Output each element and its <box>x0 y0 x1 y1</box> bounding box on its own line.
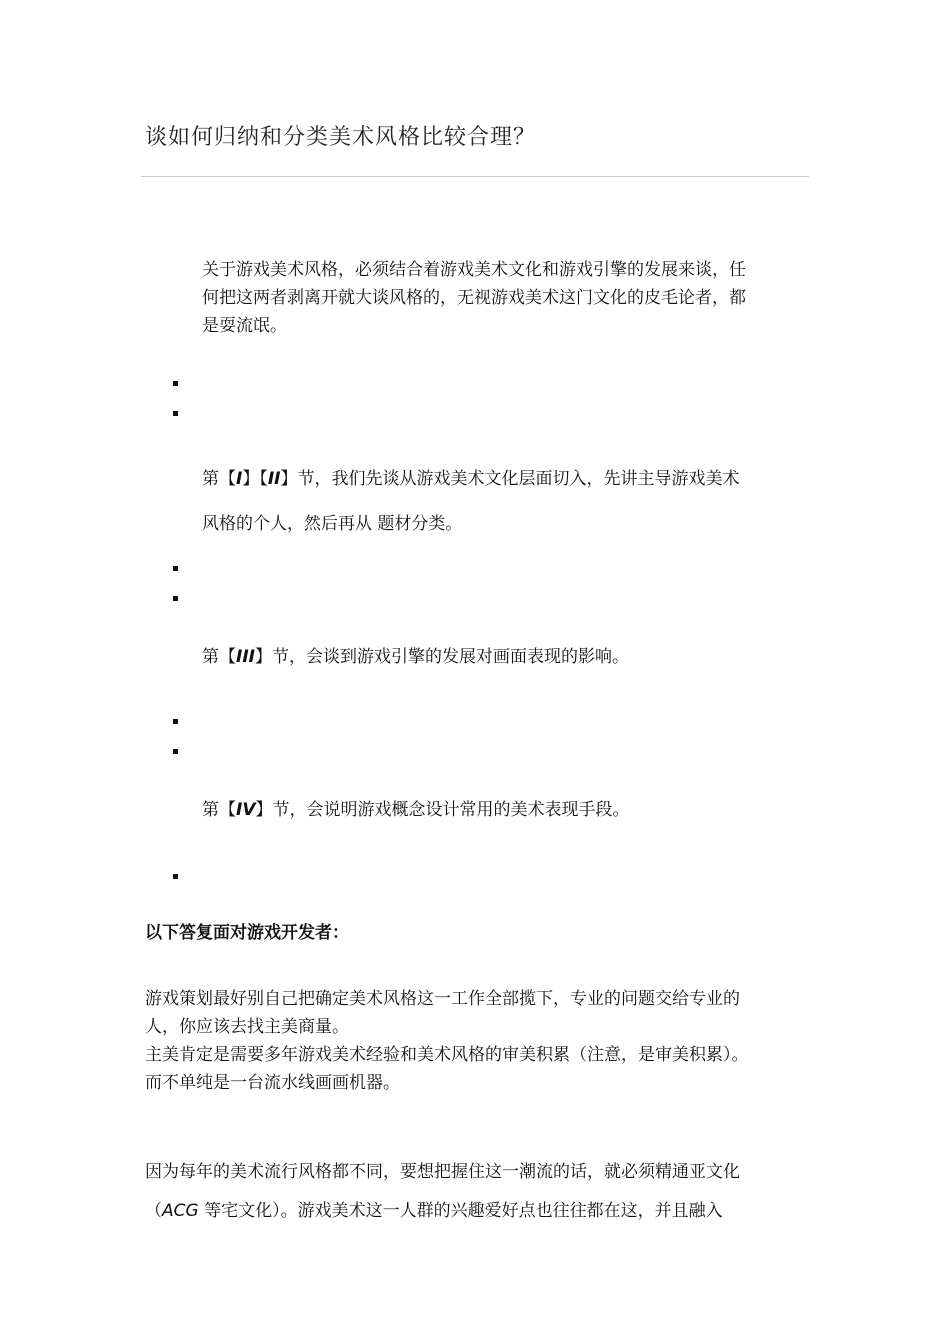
acg-term: ACG <box>162 1201 199 1221</box>
developer-heading: 以下答复面对游戏开发者： <box>145 923 349 943</box>
section-prefix: 第【 <box>202 800 236 820</box>
intro-line: 是耍流氓。 <box>202 316 287 336</box>
intro-line: 关于游戏美术风格，必须结合着游戏美术文化和游戏引擎的发展来谈，任 <box>202 260 746 280</box>
intro-paragraph <box>202 256 812 340</box>
section-1-2-paragraph <box>202 457 812 547</box>
bullet-marker <box>173 411 178 416</box>
section-1-2-line <box>202 457 812 502</box>
section-prefix: 第【 <box>202 647 236 667</box>
body-line: 因为每年的美术流行风格都不同，要想把握住这一潮流的话，就必须精通亚文化 <box>145 1162 740 1182</box>
section-4-line <box>202 796 812 824</box>
roman-numeral: IV <box>236 800 256 820</box>
section-suffix: 】节，我们先谈从游戏美术文化层面切入，先讲主导游戏美术 <box>280 469 740 489</box>
bullet-marker <box>173 566 178 571</box>
roman-numeral: I <box>236 469 243 489</box>
bullet-marker <box>173 596 178 601</box>
body-line: 主美肯定是需要多年游戏美术经验和美术风格的审美积累（注意，是审美积累）。 <box>145 1045 749 1065</box>
intro-line: 何把这两者剥离开就大谈风格的，无视游戏美术这门文化的皮毛论者，都 <box>202 288 746 308</box>
section-4-paragraph <box>202 796 812 824</box>
body-paragraph-1 <box>145 985 810 1097</box>
bullet-marker <box>173 749 178 754</box>
section-suffix: 】节，会说明游戏概念设计常用的美术表现手段。 <box>255 800 630 820</box>
page-title: 谈如何归纳和分类美术风格比较合理？ <box>145 125 537 150</box>
body-line <box>145 1192 810 1231</box>
section-3-line <box>202 643 812 671</box>
section-3-paragraph <box>202 643 812 671</box>
bullet-marker <box>173 381 178 386</box>
body-text: 等宅文化）。游戏美术这一人群的兴趣爱好点也往往都在这，并且融入 <box>198 1201 723 1221</box>
roman-numeral: III <box>236 647 255 667</box>
title-divider <box>141 176 809 177</box>
body-line: 游戏策划最好别自己把确定美术风格这一工作全部揽下，专业的问题交给专业的 <box>145 989 740 1009</box>
body-text: （ <box>145 1201 162 1221</box>
body-line: 而不单纯是一台流水线画画机器。 <box>145 1073 400 1093</box>
section-mid: 】【 <box>242 469 268 489</box>
roman-numeral: II <box>267 469 281 489</box>
section-suffix: 】节，会谈到游戏引擎的发展对画面表现的影响。 <box>254 647 629 667</box>
body-paragraph-2 <box>145 1153 810 1231</box>
section-prefix: 第【 <box>202 469 236 489</box>
bullet-marker <box>173 719 178 724</box>
body-line: 人，你应该去找主美商量。 <box>145 1017 349 1037</box>
bullet-marker <box>173 874 178 879</box>
section-1-2-line-2: 风格的个人，然后再从 题材分类。 <box>202 514 463 534</box>
